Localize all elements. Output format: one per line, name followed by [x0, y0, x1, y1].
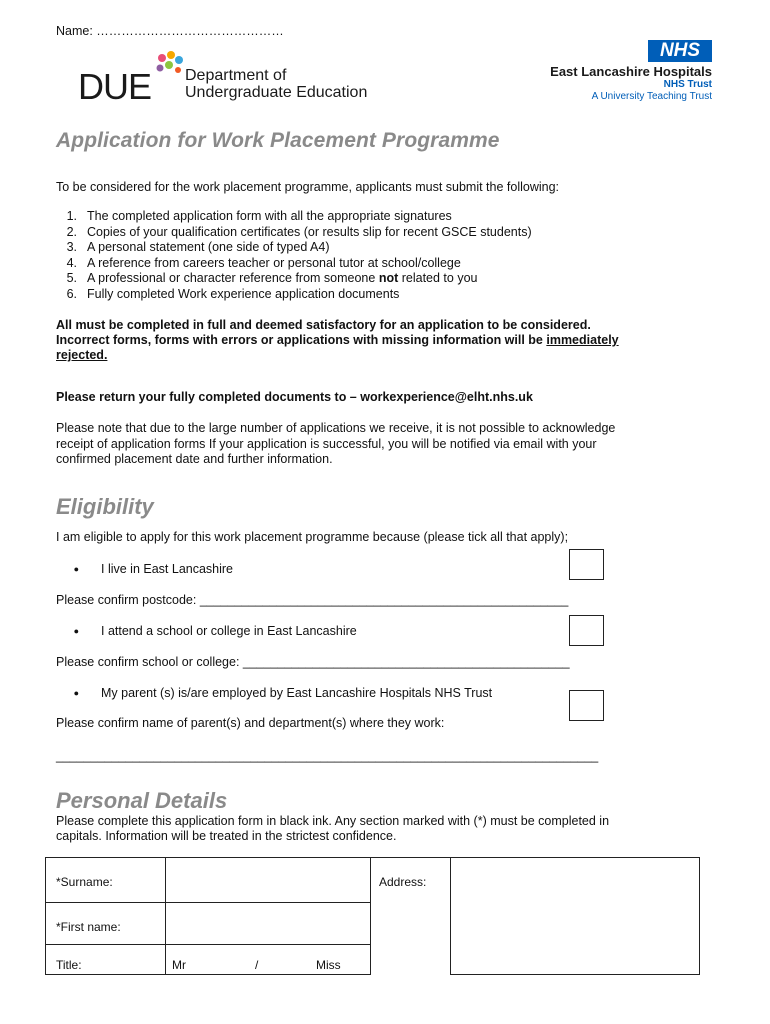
requirement-item: 2. Copies of your qualification certificates (or results slip for recent GSCE students): [66, 224, 532, 239]
nhs-trust-label: NHS Trust: [663, 79, 712, 90]
nhs-badge: [648, 40, 712, 62]
ack-note-line2: receipt of application forms If your application is successful, you will be notified via email with your: [56, 437, 597, 451]
warning-line1: All must be completed in full and deemed satisfactory for an application to be considered.: [56, 318, 591, 332]
requirements-list: [53, 209, 532, 303]
first-name-label: *First name:: [56, 920, 121, 934]
requirement-item: 1. The completed application form with all the appropriate signatures: [66, 209, 452, 223]
due-dept-line2: Undergraduate Education: [185, 84, 368, 101]
parent-field-line[interactable]: ______________________________________________________________________________: [56, 749, 599, 763]
nhs-tagline: A University Teaching Trust: [591, 91, 712, 102]
requirement-item: 4. A reference from careers teacher or personal tutor at school/college: [66, 255, 461, 270]
intro-text: To be considered for the work placement programme, applicants must submit the following:: [56, 180, 560, 194]
eligibility-option-parent: ● My parent (s) is/are employed by East Lancashire Hospitals NHS Trust: [73, 686, 493, 700]
flower-icon: [152, 50, 188, 80]
parent-field-label: Please confirm name of parent(s) and department(s) where they work:: [56, 716, 445, 730]
title-separator: /: [255, 958, 259, 972]
eligibility-intro: I am eligible to apply for this work placement programme because (please tick all that apply);: [56, 530, 569, 544]
ack-note-line3: confirmed placement date and further information.: [56, 452, 333, 466]
warning-line2: Incorrect forms, forms with errors or applications with missing information will be immediately: [56, 333, 619, 347]
surname-label-cell: [46, 858, 166, 903]
eligibility-heading: Eligibility: [56, 494, 154, 519]
nhs-org-name: East Lancashire Hospitals: [550, 64, 712, 79]
due-dept-line1: Department of: [185, 67, 287, 84]
ack-note-line1: Please note that due to the large number of applications we receive, it is not possible to acknowledge: [56, 421, 616, 435]
title-options-cell: [166, 945, 371, 975]
address-label-cell: [371, 858, 451, 975]
surname-input[interactable]: [166, 858, 371, 903]
title-label-cell: [46, 945, 166, 975]
title-label: Title:: [56, 958, 82, 972]
personal-instructions-line2: capitals. Information will be treated in the strictest confidence.: [56, 829, 397, 843]
due-logo-text: DUE: [78, 66, 152, 107]
title-option-mr[interactable]: Mr: [172, 958, 186, 972]
address-input[interactable]: [451, 858, 700, 975]
requirement-item: 5. A professional or character reference from someone not related to you: [66, 271, 478, 286]
eligibility-option-school: ● I attend a school or college in East Lancashire: [73, 624, 357, 638]
name-field-label[interactable]: Name: ………………………………………: [56, 24, 284, 38]
nhs-badge-text: NHS: [659, 40, 701, 61]
personal-details-table: [45, 857, 700, 975]
checkbox-live-in-east-lancashire[interactable]: [569, 549, 604, 580]
title-option-miss[interactable]: Miss: [316, 958, 341, 972]
return-instructions: Please return your fully completed documents to – workexperience@elht.nhs.uk: [56, 390, 533, 404]
address-label: Address:: [379, 875, 427, 889]
checkbox-attend-school[interactable]: [569, 615, 604, 646]
checkbox-parent-employed[interactable]: [569, 690, 604, 721]
requirement-item: 3. A personal statement (one side of typed A4): [66, 240, 330, 255]
personal-instructions-line1: Please complete this application form in black ink. Any section marked with (*) must be completed in: [56, 814, 610, 828]
first-name-label-cell: [46, 903, 166, 945]
due-logo: [78, 50, 398, 106]
requirement-item: 6. Fully completed Work experience application documents: [66, 286, 400, 301]
page-title: Application for Work Placement Programme: [56, 129, 500, 152]
school-field[interactable]: Please confirm school or college: _______________________________________________: [56, 655, 570, 669]
eligibility-option-live: ● I live in East Lancashire: [73, 562, 234, 576]
first-name-input[interactable]: [166, 903, 371, 945]
surname-label: *Surname:: [56, 875, 113, 889]
personal-details-heading: Personal Details: [56, 788, 228, 813]
warning-line3: rejected.: [56, 348, 108, 362]
postcode-field[interactable]: Please confirm postcode: _____________________________________________________: [56, 593, 569, 607]
